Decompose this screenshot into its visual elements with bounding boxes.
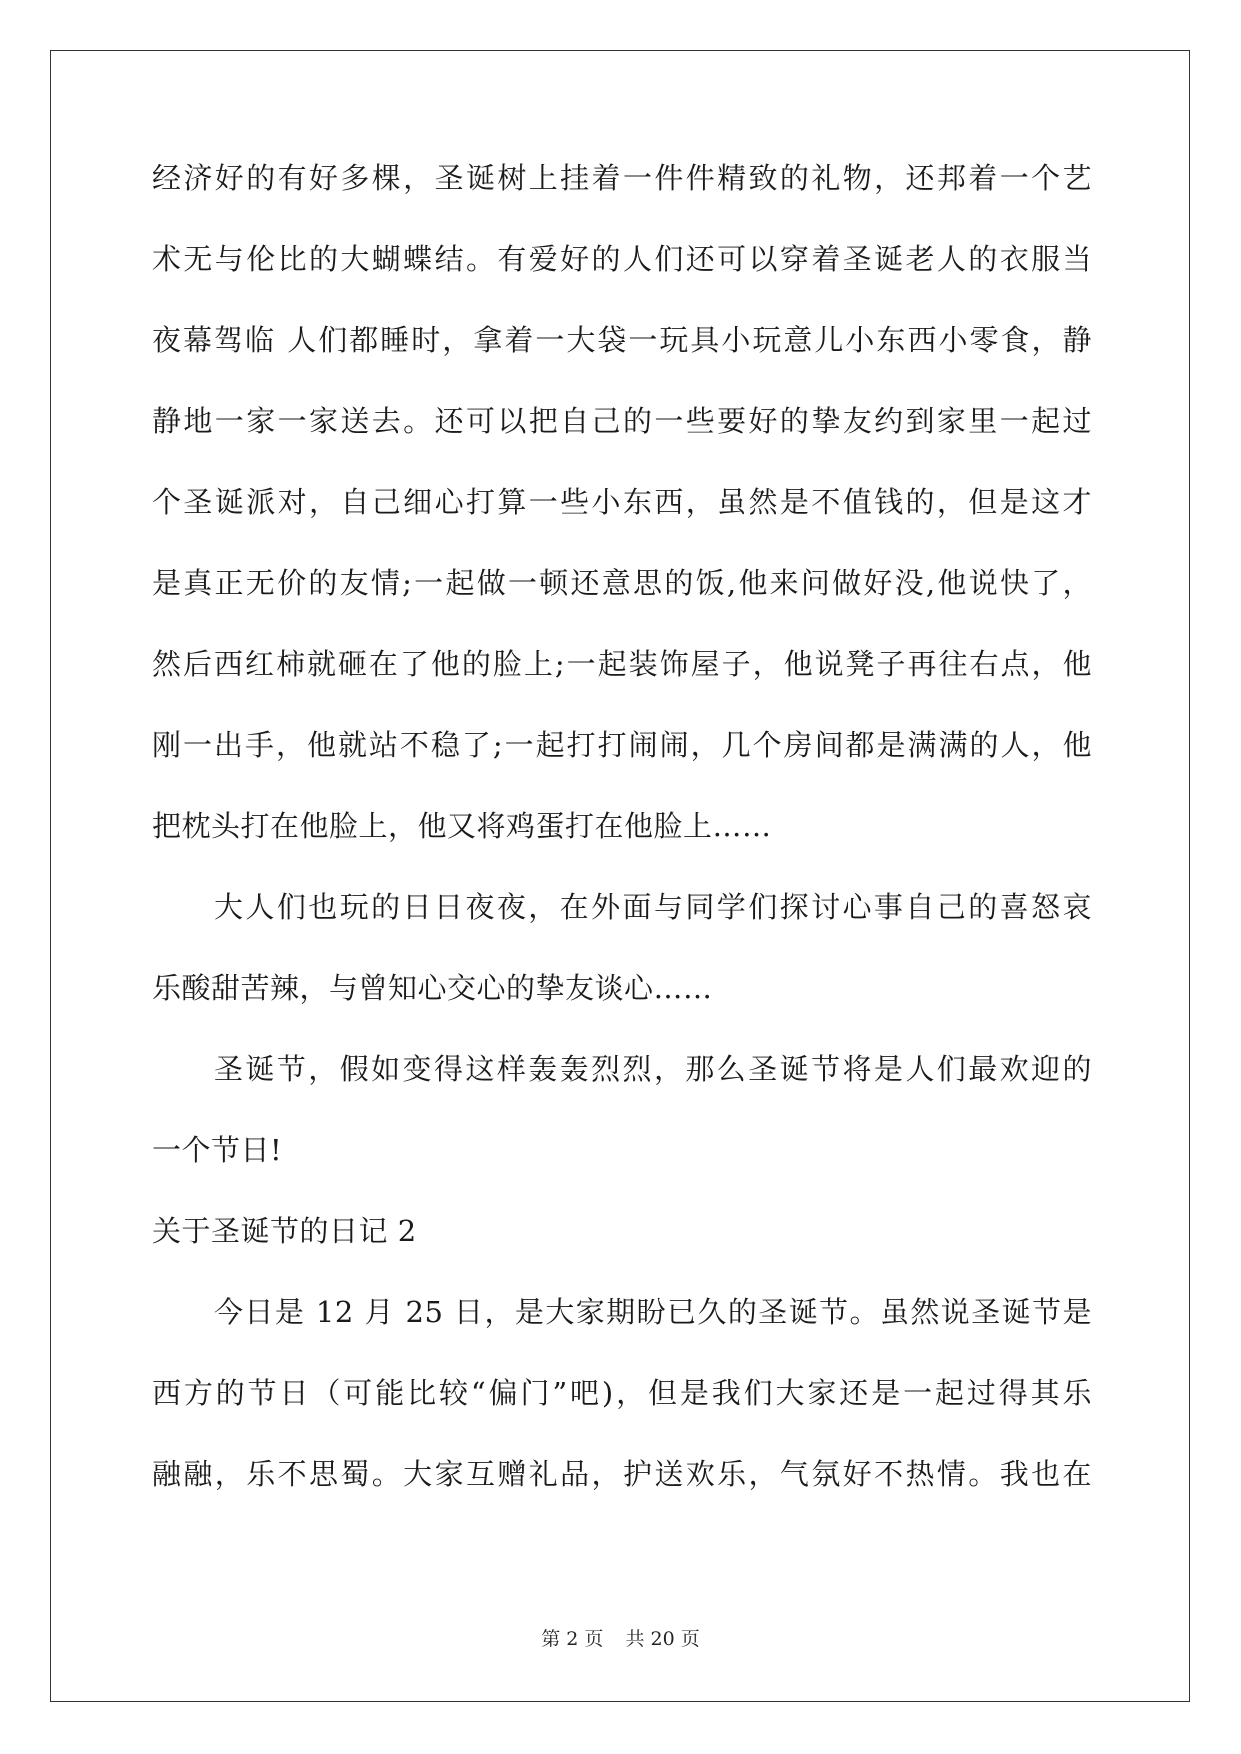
text-line: 是真正无价的友情;一起做一顿还意思的饭,他来问做好没,他说快了， [152, 566, 1092, 600]
text-line: 夜幕驾临 人们都睡时，拿着一大袋一玩具小玩意儿小东西小零食，静 [152, 323, 1092, 357]
text-line: 一个节日! [152, 1133, 283, 1167]
page-footer [0, 1624, 1241, 1651]
text-line: 然后西红柿就砸在了他的脸上;一起装饰屋子，他说凳子再往右点，他 [152, 647, 1092, 681]
text-line: 个圣诞派对，自己细心打算一些小东西，虽然是不值钱的，但是这才 [152, 485, 1092, 519]
text-line: 术无与伦比的大蝴蝶结。有爱好的人们还可以穿着圣诞老人的衣服当 [152, 242, 1092, 276]
text-line: 今日是 12 月 25 日，是大家期盼已久的圣诞节。虽然说圣诞节是 [214, 1295, 1092, 1329]
text-line: 西方的节日（可能比较“偏门”吧)，但是我们大家还是一起过得其乐 [152, 1376, 1092, 1410]
section-heading: 关于圣诞节的日记 2 [152, 1214, 417, 1248]
text-line: 乐酸甜苦辣，与曾知心交心的挚友谈心…… [152, 971, 713, 1005]
text-line: 圣诞节，假如变得这样轰轰烈烈，那么圣诞节将是人们最欢迎的 [214, 1052, 1092, 1086]
page-total: 共 20 页 [625, 1628, 700, 1650]
text-line: 静地一家一家送去。还可以把自己的一些要好的挚友约到家里一起过 [152, 404, 1092, 438]
text-line: 把枕头打在他脸上，他又将鸡蛋打在他脸上…… [152, 809, 772, 843]
text-line: 刚一出手，他就站不稳了;一起打打闹闹，几个房间都是满满的人，他 [152, 728, 1092, 762]
text-line: 融融，乐不思蜀。大家互赠礼品，护送欢乐，气氛好不热情。我也在 [152, 1457, 1092, 1491]
document-body [152, 161, 1092, 1541]
page-number: 第 2 页 [541, 1628, 604, 1650]
text-line: 大人们也玩的日日夜夜，在外面与同学们探讨心事自己的喜怒哀 [214, 890, 1092, 924]
text-line: 经济好的有好多棵，圣诞树上挂着一件件精致的礼物，还邦着一个艺 [152, 161, 1092, 195]
